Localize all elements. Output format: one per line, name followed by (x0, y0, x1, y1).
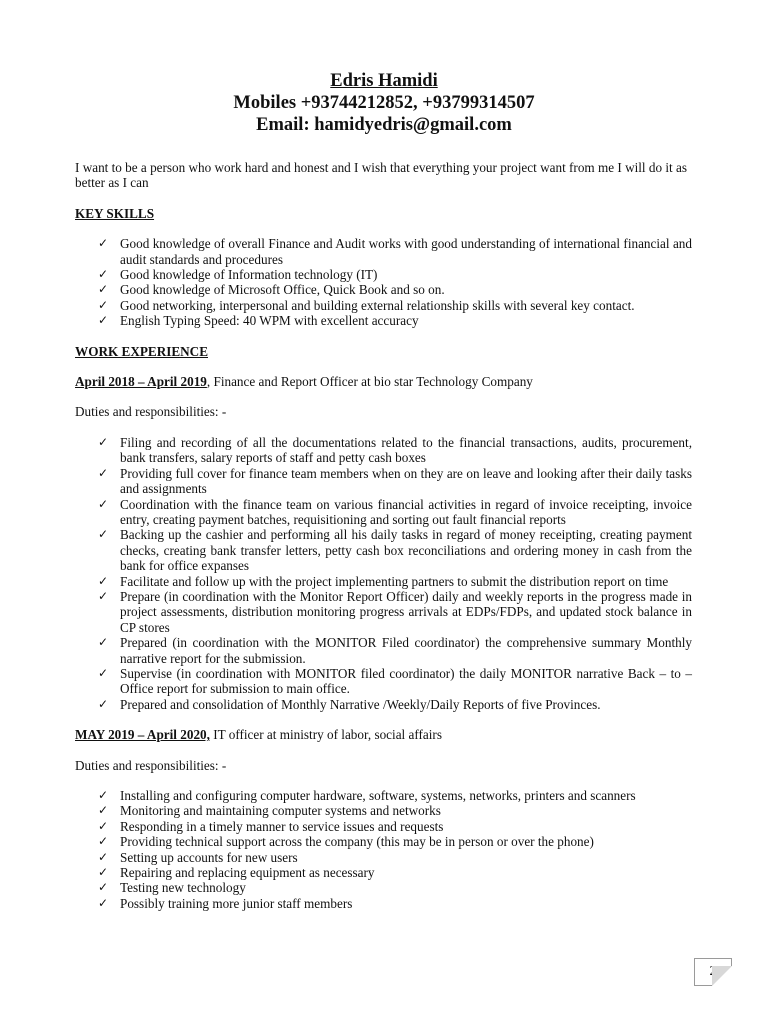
list-item-text: Supervise (in coordination with MONITOR filed coordinator) the daily MONITOR narrative Back – to –Office report for submission to main office. (120, 665, 692, 697)
list-item-text: Coordination with the finance team on various financial activities in regard of invoice receipting, invoice entry, creating payment batches, requisitioning and sorting out fault financial reports (120, 496, 692, 527)
checkmark-icon: ✓ (98, 297, 109, 312)
list-item (98, 849, 692, 865)
job-entry (75, 374, 692, 712)
list-item-text: Good knowledge of Information technology (IT) (120, 267, 378, 283)
list-item-text: Installing and configuring computer hardware, software, systems, networks, printers and scanners (120, 788, 636, 803)
list-item (98, 788, 692, 803)
list-item-text: Providing technical support across the company (this may be in person or over the phone) (120, 834, 594, 850)
mobile-numbers: Mobiles +93744212852, +93799314507 (233, 93, 535, 113)
list-item (98, 434, 692, 466)
job-role: IT officer at ministry of labor, social affairs (209, 727, 442, 743)
checkmark-icon: ✓ (98, 834, 109, 849)
list-item (98, 465, 692, 497)
email-address: Email: hamidyedris@gmail.com (256, 115, 512, 135)
list-item (98, 818, 692, 834)
page-number-box (694, 958, 732, 986)
list-item-text: Good knowledge of Microsoft Office, Quick Book and so on. (120, 282, 445, 298)
list-item (98, 696, 692, 712)
checkmark-icon: ✓ (98, 465, 109, 480)
checkmark-icon: ✓ (98, 880, 109, 895)
list-item-text: Repairing and replacing equipment as necessary (120, 865, 375, 881)
duties-label: Duties and responsibilities: - (75, 404, 227, 420)
checkmark-icon: ✓ (98, 496, 109, 511)
checkmark-icon: ✓ (98, 267, 109, 282)
list-item-text: Providing full cover for finance team members when on they are on leave and looking after their daily tasks and assignments (120, 465, 692, 497)
job-period: MAY 2019 – April 2020, (75, 727, 210, 743)
list-item-text: Filing and recording of all the documentations related to the financial transactions, audits, procurement, bank transfers, salary reports of staff and petty cash boxes (120, 434, 692, 466)
checkmark-icon: ✓ (98, 788, 109, 802)
list-item (98, 267, 692, 283)
list-item (98, 527, 692, 574)
checkmark-icon: ✓ (98, 573, 109, 588)
objective-statement: I want to be a person who work hard and honest and I wish that everything your project want from me I will do it as better as I can (75, 160, 687, 191)
list-item-text: Monitoring and maintaining computer systems and networks (120, 803, 441, 819)
checkmark-icon: ✓ (98, 434, 109, 449)
list-item (98, 635, 692, 666)
list-item-text: Responding in a timely manner to service issues and requests (120, 818, 444, 834)
list-item-text: Good knowledge of overall Finance and Audit works with good understanding of international financial and audit standards and procedures (120, 236, 692, 267)
list-item-text: Prepared and consolidation of Monthly Narrative /Weekly/Daily Reports of five Provinces. (120, 696, 601, 712)
list-item (98, 865, 692, 881)
list-item (98, 496, 692, 528)
checkmark-icon: ✓ (98, 313, 109, 328)
checkmark-icon: ✓ (98, 849, 109, 864)
list-item-text: Backing up the cashier and performing all his daily tasks in regard of money receipting, creating payment checks, creating bank transfer letters, petty cash box reconciliations and ordering money in cash from the bank for office expanses (120, 527, 692, 574)
list-item (98, 665, 692, 697)
checkmark-icon: ✓ (98, 818, 109, 833)
list-item-text: English Typing Speed: 40 WPM with excellent accuracy (120, 313, 419, 329)
list-item-text: Testing new technology (120, 880, 246, 896)
list-item (98, 803, 692, 819)
list-item (98, 313, 692, 329)
list-item (98, 588, 692, 635)
list-item-text: Setting up accounts for new users (120, 849, 298, 865)
page-curl-icon (709, 964, 732, 986)
checkmark-icon: ✓ (98, 236, 109, 251)
list-item (98, 282, 692, 298)
key-skills-heading: KEY SKILLS (75, 205, 155, 221)
list-item-text: Possibly training more junior staff members (120, 895, 353, 911)
list-item-text: Prepared (in coordination with the MONITOR Filed coordinator) the comprehensive summary Monthly narrative report for the submission. (120, 635, 692, 666)
list-item (98, 895, 692, 911)
resume-header (0, 70, 768, 136)
duties-list (75, 788, 692, 911)
checkmark-icon: ✓ (98, 635, 109, 650)
job-title-line (75, 727, 692, 742)
list-item-text: Facilitate and follow up with the project implementing partners to submit the distribution report on time (120, 573, 669, 589)
list-item-text: Good networking, interpersonal and building external relationship skills with several key contact. (120, 297, 635, 313)
applicant-name: Edris Hamidi (330, 71, 438, 91)
checkmark-icon: ✓ (98, 696, 109, 711)
checkmark-icon: ✓ (98, 282, 109, 297)
duties-list (75, 435, 692, 712)
resume-body (75, 160, 692, 926)
checkmark-icon: ✓ (98, 803, 109, 818)
list-item (98, 573, 692, 589)
list-item (98, 236, 692, 267)
job-title-line (75, 374, 692, 389)
list-item (98, 834, 692, 850)
list-item-text: Prepare (in coordination with the Monitor Report Officer) daily and weekly reports in the progress made in project assessments, distribution monitoring progress arrivals at EDPs/FDPs, and updated stock balance in CP stores (120, 588, 692, 635)
checkmark-icon: ✓ (98, 527, 109, 542)
job-entry (75, 727, 692, 911)
list-item (98, 880, 692, 896)
list-item (98, 297, 692, 313)
checkmark-icon: ✓ (98, 895, 109, 910)
job-period: April 2018 – April 2019 (75, 374, 207, 390)
job-role: , Finance and Report Officer at bio star Technology Company (206, 374, 533, 390)
duties-label: Duties and responsibilities: - (75, 757, 227, 773)
checkmark-icon: ✓ (98, 665, 109, 680)
key-skills-list (75, 236, 692, 328)
checkmark-icon: ✓ (98, 588, 109, 603)
checkmark-icon: ✓ (98, 865, 109, 880)
work-experience-heading: WORK EXPERIENCE (75, 343, 208, 359)
page-number: 2 (709, 964, 717, 979)
